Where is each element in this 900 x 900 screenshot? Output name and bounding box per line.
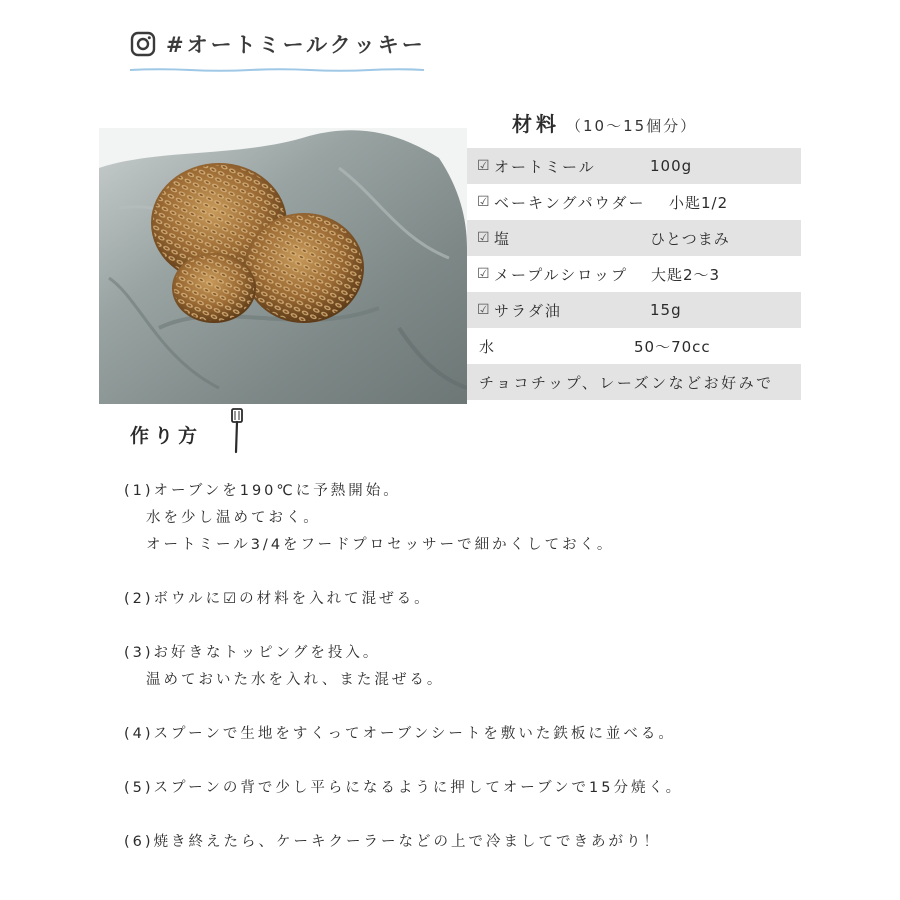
ingredients-table <box>467 148 801 400</box>
ingredient-name: 水 <box>479 337 497 356</box>
ingredient-amount: 50～70cc <box>634 337 711 356</box>
step-item <box>124 829 864 856</box>
checkbox-icon: ☑ <box>477 302 491 318</box>
ingredient-name: サラダ油 <box>494 301 562 320</box>
spatula-icon <box>228 408 246 454</box>
ingredient-row <box>467 328 801 364</box>
steps-list <box>124 478 864 883</box>
ingredient-amount: 小匙1/2 <box>669 193 729 212</box>
step-line: オートミール3/4をフードプロセッサーで細かくしておく。 <box>146 537 615 553</box>
ingredient-amount: ひとつまみ <box>650 229 730 248</box>
step-item <box>124 478 864 559</box>
ingredients-heading: 材料 <box>512 112 560 136</box>
step-line: (1)オーブンを190℃に予熱開始。 <box>124 483 401 499</box>
ingredient-amount: 100g <box>650 157 693 175</box>
ingredient-row <box>467 292 801 328</box>
step-line: (6)焼き終えたら、ケーキクーラーなどの上で冷ましてできあがり！ <box>124 834 662 850</box>
instagram-icon <box>130 31 156 57</box>
step-line: (3)お好きなトッピングを投入。 <box>124 645 381 661</box>
ingredient-row <box>467 184 801 220</box>
hashtag-title: #オートミールクッキー <box>166 33 426 57</box>
ingredient-name: 塩 <box>494 229 512 248</box>
ingredient-name: オートミール <box>494 157 596 176</box>
step-line: (4)スプーンで生地をすくってオーブンシートを敷いた鉄板に並べる。 <box>124 726 676 742</box>
ingredient-row <box>467 220 801 256</box>
step-item <box>124 721 864 748</box>
ingredient-name: メープルシロップ <box>494 265 628 284</box>
step-item <box>124 775 864 802</box>
step-line: 温めておいた水を入れ、また混ぜる。 <box>146 672 445 688</box>
ingredient-amount: 大匙2～3 <box>651 265 721 284</box>
ingredient-amount: 15g <box>650 301 682 319</box>
checkbox-icon: ☑ <box>477 194 491 210</box>
ingredient-name: チョコチップ、レーズンなどお好みで <box>479 373 774 392</box>
ingredients-title <box>512 108 697 137</box>
step-line: (5)スプーンの背で少し平らになるように押してオーブンで15分焼く。 <box>124 780 684 796</box>
ingredient-row <box>467 256 801 292</box>
checkbox-icon: ☑ <box>477 266 491 282</box>
steps-title: 作り方 <box>130 425 203 447</box>
ingredient-row <box>467 364 801 400</box>
ingredients-yield: （10～15個分） <box>566 117 698 135</box>
step-item <box>124 640 864 694</box>
cookie-photo <box>99 128 467 404</box>
checkbox-icon: ☑ <box>477 230 491 246</box>
checkbox-icon: ☑ <box>477 158 491 174</box>
header-underline <box>130 66 424 74</box>
step-item <box>124 586 864 613</box>
ingredient-row <box>467 148 801 184</box>
header <box>130 28 430 60</box>
cookie-illustration <box>99 128 467 404</box>
step-line: 水を少し温めておく。 <box>146 510 321 526</box>
step-line: (2)ボウルに☑の材料を入れて混ぜる。 <box>124 591 432 607</box>
ingredient-name: ベーキングパウダー <box>494 193 646 212</box>
